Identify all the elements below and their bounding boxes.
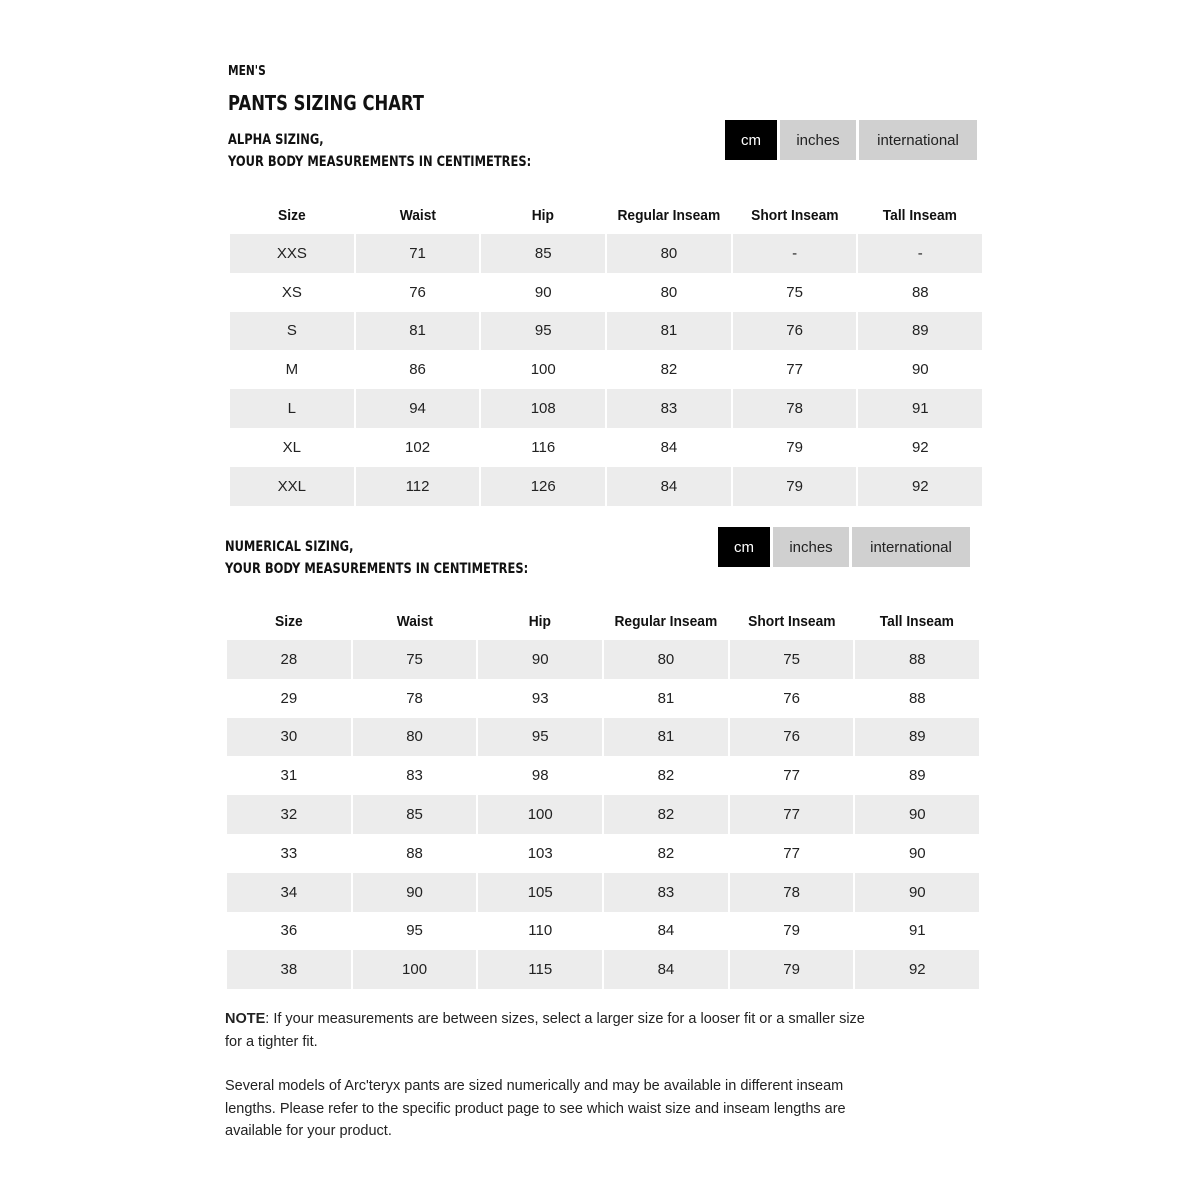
- measurement-cell: 84: [657, 922, 675, 940]
- page-kicker: MEN'S: [228, 64, 266, 79]
- alpha-tab-cm[interactable]: cm: [725, 120, 777, 160]
- measurement-cell: 89: [908, 767, 926, 785]
- numerical-tab-cm[interactable]: cm: [718, 527, 770, 567]
- measurement-cell: 81: [607, 312, 731, 351]
- measurement-cell: 76: [409, 283, 426, 301]
- measurement-cell: 116: [531, 438, 556, 456]
- numerical-heading-line1: NUMERICAL SIZING,: [225, 539, 354, 555]
- table-row: [230, 312, 982, 351]
- measurement-cell: 90: [908, 844, 926, 862]
- measurement-cell: 90: [911, 361, 929, 379]
- measurement-cell: 80: [660, 283, 678, 301]
- measurement-cell: -: [858, 234, 982, 273]
- table-row: [230, 389, 982, 428]
- measurement-cell: 82: [604, 795, 728, 834]
- measurement-cell: 76: [733, 312, 857, 351]
- alpha-tab-inches[interactable]: inches: [780, 120, 856, 160]
- measurement-cell: 92: [911, 438, 929, 456]
- measurement-cell: 88: [406, 844, 423, 862]
- measurement-cell: 92: [858, 467, 982, 506]
- column-header: Regular Inseam: [617, 206, 721, 224]
- alpha-heading-line1: ALPHA SIZING,: [228, 132, 324, 148]
- measurement-cell: 94: [356, 389, 480, 428]
- table-row: [227, 679, 979, 718]
- note-text: : If your measurements are between sizes, select a larger size for a looser fit or a smaller size for a tighter fit.: [225, 1011, 865, 1050]
- measurement-cell: 80: [607, 234, 731, 273]
- measurement-cell: 100: [478, 795, 602, 834]
- measurement-cell: 84: [604, 950, 728, 989]
- table-row: [227, 912, 979, 951]
- measurement-cell: 100: [353, 950, 477, 989]
- column-header: Tall Inseam: [880, 612, 955, 630]
- alpha-section-heading: [228, 129, 531, 173]
- table-row: [230, 273, 982, 312]
- column-header: Waist: [399, 206, 436, 224]
- size-cell: XS: [281, 283, 302, 301]
- measurement-cell: 126: [481, 467, 605, 506]
- measurement-cell: 108: [481, 389, 605, 428]
- size-cell: L: [230, 389, 354, 428]
- alpha-unit-tabs: [725, 120, 977, 160]
- measurement-cell: 110: [528, 922, 553, 940]
- column-header: Hip: [529, 612, 552, 630]
- table-row: [227, 950, 979, 989]
- column-header: Short Inseam: [750, 206, 839, 224]
- measurement-cell: 100: [530, 361, 556, 379]
- numerical-section-heading: [225, 536, 528, 580]
- measurement-cell: 75: [353, 640, 477, 679]
- table-row: [227, 834, 979, 873]
- size-cell: XXL: [230, 467, 354, 506]
- size-cell: XL: [282, 438, 302, 456]
- measurement-cell: 90: [353, 873, 477, 912]
- column-header: Size: [275, 612, 303, 630]
- measurement-cell: 82: [660, 361, 678, 379]
- measurement-cell: 83: [604, 873, 728, 912]
- measurement-cell: 90: [855, 795, 979, 834]
- table-row: [227, 718, 979, 757]
- measurement-cell: 102: [405, 438, 431, 456]
- alpha-heading-line2: YOUR BODY MEASUREMENTS IN CENTIMETRES:: [228, 154, 532, 170]
- table-row: [230, 428, 982, 467]
- numerical-tab-inches[interactable]: inches: [773, 527, 849, 567]
- measurement-cell: 82: [657, 844, 675, 862]
- measurement-cell: 81: [356, 312, 480, 351]
- measurement-cell: 79: [733, 467, 857, 506]
- measurement-cell: 77: [783, 844, 800, 862]
- column-header: Tall Inseam: [883, 206, 958, 224]
- measurement-cell: 84: [660, 438, 678, 456]
- size-cell: XXS: [230, 234, 354, 273]
- alpha-size-table: [228, 196, 984, 506]
- table-row: [227, 640, 979, 679]
- measurement-cell: 115: [478, 950, 602, 989]
- size-cell: 30: [227, 718, 351, 757]
- measurement-cell: 88: [855, 640, 979, 679]
- measurement-cell: -: [733, 234, 857, 273]
- measurement-cell: 112: [356, 467, 480, 506]
- measurement-cell: 80: [353, 718, 477, 757]
- size-cell: 34: [227, 873, 351, 912]
- numerical-size-table: [225, 602, 981, 989]
- note-label: NOTE: [225, 1011, 266, 1027]
- column-header: Short Inseam: [747, 612, 836, 630]
- size-cell: 32: [227, 795, 351, 834]
- measurement-cell: 79: [786, 438, 803, 456]
- measurement-cell: 71: [356, 234, 480, 273]
- alpha-table-body: [230, 234, 982, 506]
- measurement-cell: 103: [527, 844, 553, 862]
- measurement-cell: 75: [730, 640, 854, 679]
- table-row: [227, 756, 979, 795]
- table-row: [230, 350, 982, 389]
- column-header: Hip: [532, 206, 555, 224]
- fit-note: [225, 1008, 875, 1053]
- table-row: [230, 234, 982, 273]
- measurement-cell: 81: [604, 718, 728, 757]
- numerical-heading-line2: YOUR BODY MEASUREMENTS IN CENTIMETRES:: [225, 561, 529, 577]
- table-row: [230, 467, 982, 506]
- measurement-cell: 95: [478, 718, 602, 757]
- alpha-header-row: [230, 196, 982, 234]
- column-header: Size: [278, 206, 306, 224]
- column-header: Waist: [396, 612, 433, 630]
- measurement-cell: 88: [908, 689, 926, 707]
- measurement-cell: 77: [786, 361, 803, 379]
- measurement-cell: 88: [911, 283, 929, 301]
- column-header: Regular Inseam: [614, 612, 718, 630]
- measurement-cell: 93: [531, 689, 549, 707]
- table-row: [227, 873, 979, 912]
- measurement-cell: 89: [855, 718, 979, 757]
- size-cell: 28: [227, 640, 351, 679]
- measurement-cell: 90: [855, 873, 979, 912]
- measurement-cell: 77: [783, 767, 800, 785]
- table-row: [227, 795, 979, 834]
- measurement-cell: 85: [481, 234, 605, 273]
- size-cell: 29: [280, 689, 298, 707]
- measurement-cell: 78: [406, 689, 423, 707]
- measurement-cell: 105: [478, 873, 602, 912]
- measurement-cell: 84: [607, 467, 731, 506]
- measurement-cell: 98: [531, 767, 549, 785]
- size-cell: 33: [280, 844, 298, 862]
- measurement-cell: 79: [783, 922, 800, 940]
- measurement-cell: 78: [730, 873, 854, 912]
- alpha-tab-international[interactable]: international: [859, 120, 977, 160]
- measurement-cell: 95: [406, 922, 423, 940]
- page-title: PANTS SIZING CHART: [228, 91, 424, 115]
- measurement-cell: 76: [783, 689, 800, 707]
- size-cell: M: [285, 361, 299, 379]
- measurement-cell: 91: [908, 922, 926, 940]
- measurement-cell: 77: [730, 795, 854, 834]
- measurement-cell: 75: [786, 283, 803, 301]
- numerical-table-body: [227, 640, 979, 989]
- size-cell: 38: [227, 950, 351, 989]
- measurement-cell: 82: [657, 767, 675, 785]
- measurement-cell: 83: [406, 767, 423, 785]
- measurement-cell: 91: [858, 389, 982, 428]
- measurement-cell: 81: [657, 689, 675, 707]
- numerical-unit-tabs: [718, 527, 970, 567]
- measurement-cell: 83: [607, 389, 731, 428]
- measurement-cell: 90: [478, 640, 602, 679]
- measurement-cell: 78: [733, 389, 857, 428]
- inseam-note: Several models of Arc'teryx pants are sized numerically and may be available in different inseam lengths. Please refer to the specific product page to see which waist size and inseam lengths are available for your product.: [225, 1078, 846, 1139]
- measurement-cell: 86: [409, 361, 426, 379]
- size-cell: 31: [280, 767, 298, 785]
- numerical-tab-international[interactable]: international: [852, 527, 970, 567]
- measurement-cell: 90: [534, 283, 552, 301]
- measurement-cell: 85: [353, 795, 477, 834]
- size-cell: S: [230, 312, 354, 351]
- numerical-header-row: [227, 602, 979, 640]
- measurement-cell: 95: [481, 312, 605, 351]
- size-cell: 36: [280, 922, 298, 940]
- measurement-cell: 79: [730, 950, 854, 989]
- measurement-cell: 89: [858, 312, 982, 351]
- measurement-cell: 80: [604, 640, 728, 679]
- measurement-cell: 76: [730, 718, 854, 757]
- measurement-cell: 92: [855, 950, 979, 989]
